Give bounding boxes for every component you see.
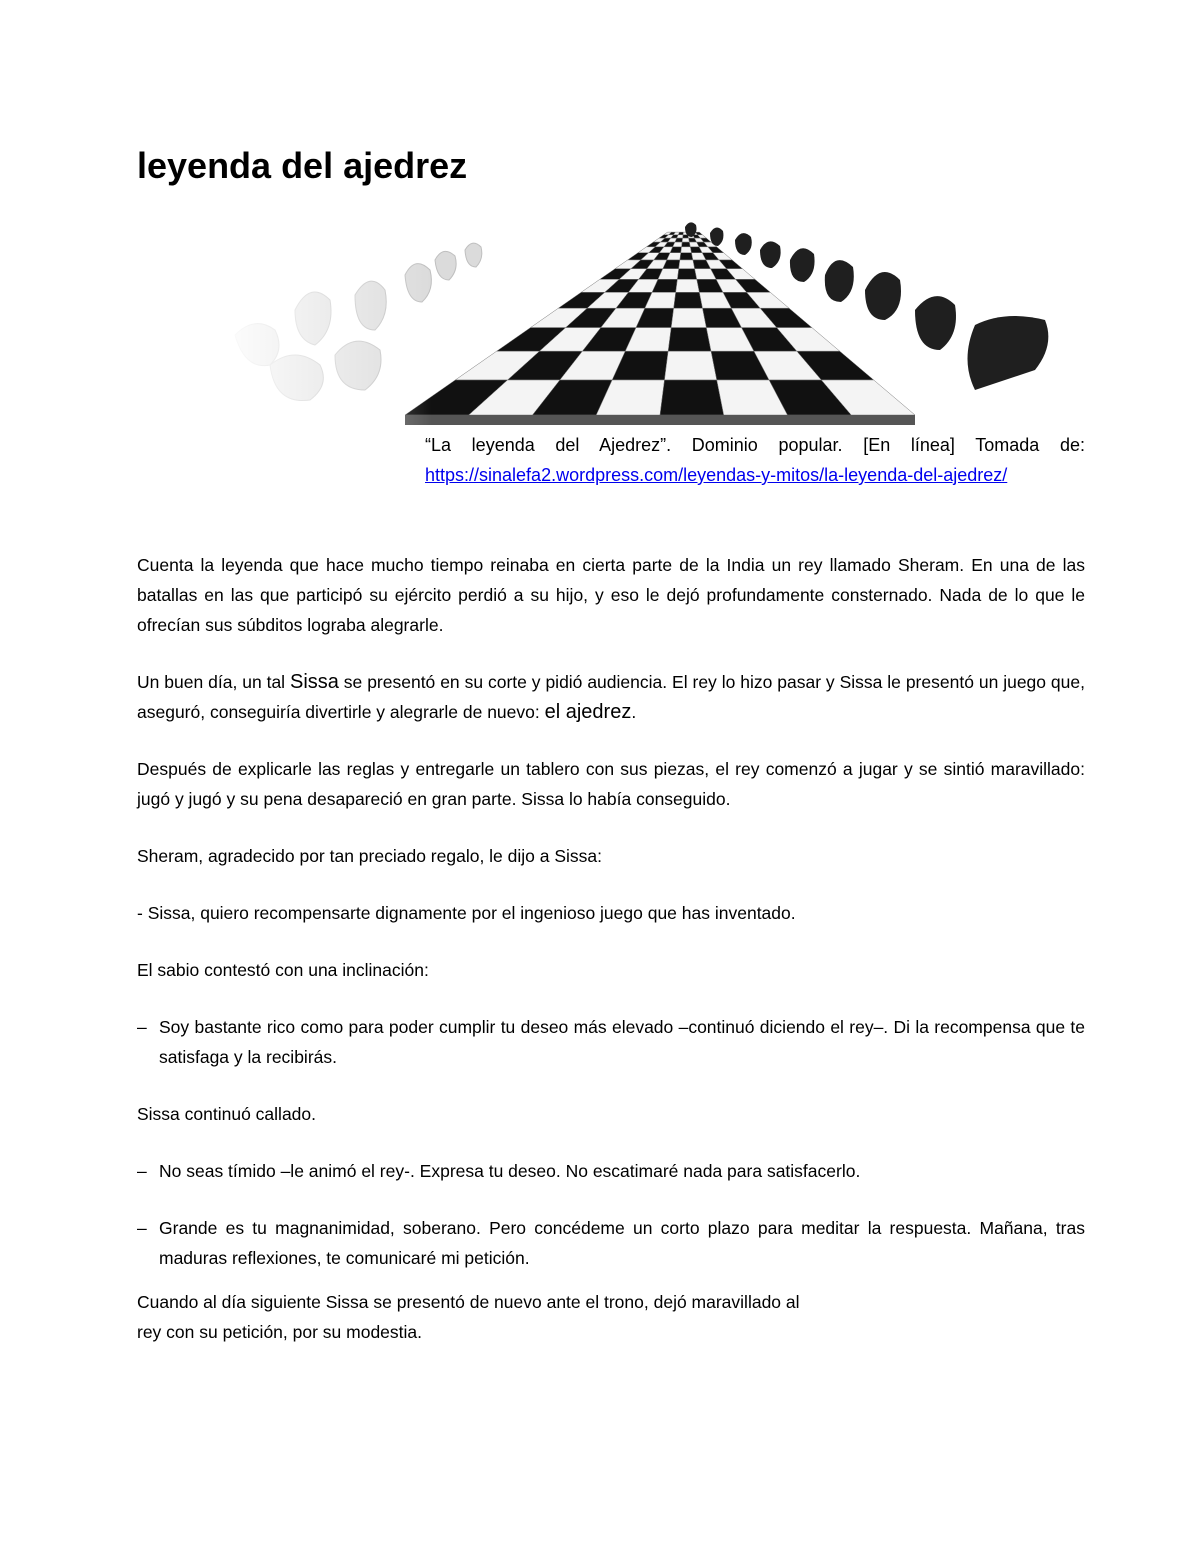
chessboard-illustration [215, 215, 1081, 425]
name-sissa: Sissa [289, 671, 339, 693]
paragraph: Sheram, agradecido por tan preciado regalo, le dijo a Sissa: [137, 846, 602, 866]
closing-line: Cuando al día siguiente Sissa se presentó de nuevo ante el trono, dejó maravillado al [137, 1292, 800, 1312]
paragraph: - Sissa, quiero recompensarte dignamente por el ingenioso juego que has inventado. [137, 903, 796, 923]
text-run: se presentó en su corte y pidió audiencia. El rey lo hizo pasar y Sissa le presentó un juego que, aseguró, conseguiría divertirle y alegrarle de nuevo: [137, 672, 1085, 722]
caption-citation: “La leyenda del Ajedrez”. Dominio popular. [En línea] Tomada de: [425, 435, 1085, 455]
paragraph: Después de explicarle las reglas y entregarle un tablero con sus piezas, el rey comenzó a jugar y se sintió maravillado: jugó y jugó y su pena desapareció en gran parte. Sissa lo había conseguido. [137, 759, 1085, 809]
text-run: Un buen día, un tal [137, 672, 290, 692]
game-name: el ajedrez [544, 701, 632, 723]
source-link[interactable]: https://sinalefa2.wordpress.com/leyendas-y-mitos/la-leyenda-del-ajedrez/ [425, 465, 1008, 485]
document-body [137, 550, 1085, 1347]
text-run: . [631, 702, 637, 722]
paragraph: Cuenta la leyenda que hace mucho tiempo reinaba en cierta parte de la India un rey llamado Sheram. En una de las batallas en las que participó su ejército perdió a su hijo, y eso le dejó profundamente consternado. Nada de lo que le ofrecían sus súbditos lograba alegrarle. [137, 555, 1085, 635]
paragraph [137, 667, 1085, 727]
dialog-line [137, 1012, 1085, 1072]
dialog-text: No seas tímido –le animó el rey-. Expresa tu deseo. No escatimaré nada para satisfacerlo. [159, 1161, 861, 1181]
paragraph: El sabio contestó con una inclinación: [137, 960, 429, 980]
closing-line: rey con su petición, por su modestia. [137, 1322, 423, 1342]
dash: – [137, 1161, 147, 1181]
dialog-text: Grande es tu magnanimidad, soberano. Pero concédeme un corto plazo para meditar la respuesta. Mañana, tras maduras reflexiones, te comunicaré mi petición. [159, 1218, 1085, 1268]
dialog-line [137, 1156, 1085, 1186]
dialog-line [137, 1213, 1085, 1273]
dash: – [137, 1218, 147, 1238]
image-caption [425, 430, 1085, 490]
document-title: leyenda del ajedrez [137, 145, 468, 186]
dialog-text: Soy bastante rico como para poder cumplir tu deseo más elevado –continuó diciendo el rey–. Di la recompensa que te satisfaga y la recibirás. [159, 1017, 1085, 1067]
paragraph: Sissa continuó callado. [137, 1104, 316, 1124]
closing-paragraph [137, 1287, 1085, 1347]
dash: – [137, 1017, 147, 1037]
